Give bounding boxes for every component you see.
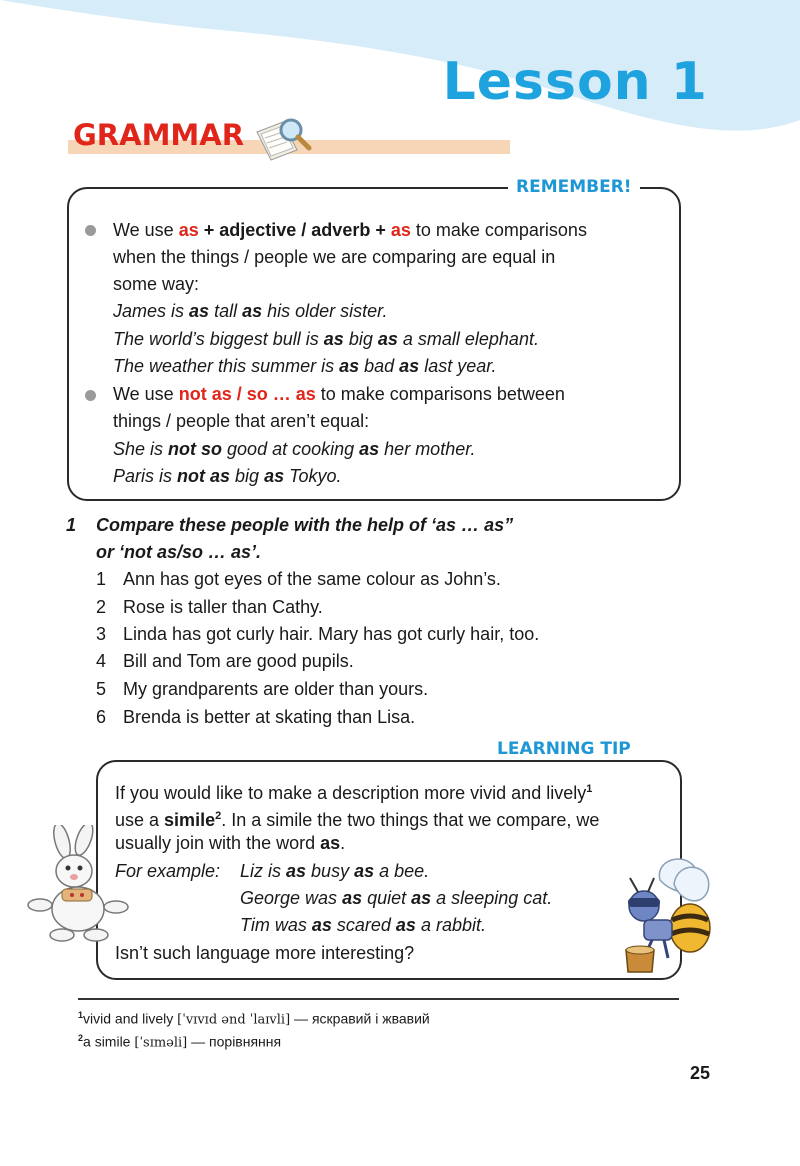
lesson-title: Lesson 1 [442,52,708,112]
list-item: 4 Bill and Tom are good pupils. [96,651,354,671]
rule-2-example-2: Paris is not as big as Tokyo. [113,466,342,486]
tip-example-2: George was as quiet as a sleeping cat. [240,888,553,908]
rule-1-line-2: when the things / people we are comparing are equal in [113,247,556,267]
bullet-icon [85,225,96,236]
list-item: 3 Linda has got curly hair. Mary has got curly hair, too. [96,624,540,644]
exercise-heading-line-1: Compare these people with the help of ‘as … as” [96,515,514,535]
list-item: 2 Rose is taller than Cathy. [96,597,323,617]
tip-line-3: usually join with the word as. [115,833,346,853]
tip-example-prefix: For example: [115,861,221,881]
tip-example-1: Liz is as busy as a bee. [240,861,430,881]
rule-1-line-1: We use as + adjective / adverb + as to make comparisons [113,220,587,240]
remember-label: REMEMBER! [508,177,640,197]
footnote-1: $^1$vivid and lively [ˈvɪvɪd ənd ˈlaɪvli] — яскравий і жвавий [78,1010,430,1028]
rule-1-example-2: The world’s biggest bull is as big as a small elephant. [113,329,539,349]
tip-line-2: use a simile$^2$. In a simile the two things that we compare, we [115,810,600,830]
page-number: 25 [690,1063,711,1083]
bee-illustration [598,850,718,975]
rule-2-line-2: things / people that aren’t equal: [113,411,370,431]
grammar-heading: GRAMMAR [73,118,245,152]
rule-1-line-3: some way: [113,274,200,294]
rule-2-line-1: We use not as / so … as to make comparisons between [113,384,565,404]
exercise-heading-line-2: or ‘not as/so … as’. [96,542,262,562]
tip-last-line: Isn’t such language more interesting? [115,943,415,963]
footnote-2: $^2$a simile [ˈsɪməli] — порівняння [78,1033,282,1051]
list-item: 1 Ann has got eyes of the same colour as John’s. [96,569,501,589]
tip-example-3: Tim was as scared as a rabbit. [240,915,486,935]
footnote-divider [78,998,679,1000]
learning-tip-label: LEARNING TIP [489,739,639,759]
magnifier-notebook-icon [253,112,315,164]
list-item: 5 My grandparents are older than yours. [96,679,429,699]
rule-1-example-1: James is as tall as his older sister. [113,301,388,321]
exercise-number: 1 [66,515,77,535]
rule-2-example-1: She is not so good at cooking as her mother. [113,439,476,459]
list-item: 6 Brenda is better at skating than Lisa. [96,707,416,727]
rabbit-illustration [26,825,130,943]
bullet-icon [85,390,96,401]
tip-line-1: If you would like to make a description more vivid and lively$^1$ [115,783,593,803]
rule-1-example-3: The weather this summer is as bad as last year. [113,356,497,376]
